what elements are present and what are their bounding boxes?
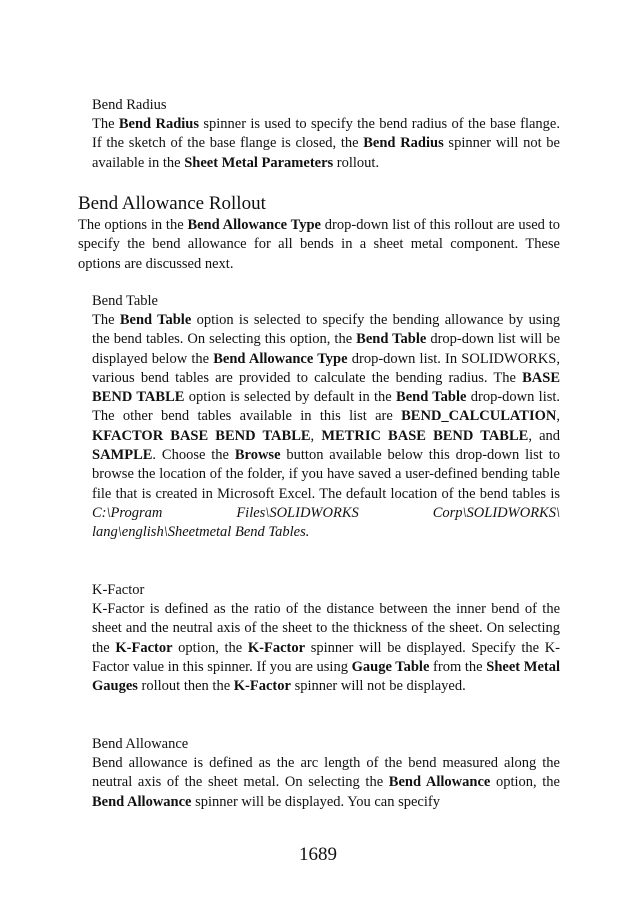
section-bend-allowance-rollout [78, 192, 560, 274]
heading-bend-allowance-rollout: Bend Allowance Rollout [78, 193, 266, 214]
section-bend-radius [92, 96, 560, 173]
section-k-factor [92, 581, 560, 696]
italic-path: C:\Program Files\SOLIDWORKS Corp\SOLIDWORKS\ lang\english\Sheetmetal Bend Tables. [92, 504, 560, 541]
bold-term: K-Factor [233, 678, 291, 695]
bold-term: Bend Radius [363, 135, 444, 152]
bold-term: Bend Allowance [388, 774, 491, 791]
bold-term: Bend Table [356, 331, 427, 348]
subheading-k-factor: K-Factor [92, 582, 145, 598]
page-number: 1689 [299, 844, 337, 865]
bold-term: Sheet Metal Gauges [92, 658, 560, 695]
section-bend-allowance [92, 735, 560, 812]
section-bend-table [92, 292, 560, 543]
bold-term: Gauge Table [351, 658, 430, 675]
bold-term: K-Factor [247, 639, 306, 656]
paragraph-k-factor: K-Factor is defined as the ratio of the distance between the inner bend of the sheet and the neutral axis of the sheet to the thickness of the sheet. On selecting the K-Factor option, the K-Factor spinner will be displayed. Specify the K-Factor value in this spinner. If you are using Gauge Table from the Sheet Metal Gauges rollout then the K-Factor spinner will not be displayed. [92, 601, 560, 695]
bold-term: Bend Allowance [92, 793, 192, 810]
bold-term: Sheet Metal Parameters [184, 154, 334, 171]
subheading-bend-table: Bend Table [92, 293, 158, 309]
bold-term: Bend Table [119, 312, 192, 328]
paragraph-bend-radius: The Bend Radius spinner is used to specify the bend radius of the base flange. If the sketch of the base flange is closed, the Bend Radius spinner will not be available in the Sheet Metal Parameters rollout. [92, 116, 560, 171]
paragraph-bend-allowance-rollout: The options in the Bend Allowance Type drop-down list of this rollout are used to specify the bend allowance for all bends in a sheet metal component. These options are discussed next. [78, 217, 560, 272]
bold-term: Bend Allowance Type [213, 350, 348, 367]
bold-term: SAMPLE [92, 447, 153, 464]
paragraph-bend-allowance: Bend allowance is defined as the arc length of the bend measured along the neutral axis of the sheet metal. On selecting the Bend Allowance option, the Bend Allowance spinner will be displayed. You can specify [92, 755, 560, 810]
subheading-bend-allowance: Bend Allowance [92, 736, 189, 752]
bold-term: BEND_CALCULATION [401, 408, 557, 425]
bold-term: Browse [234, 447, 281, 464]
subheading-bend-radius: Bend Radius [92, 97, 167, 113]
bold-term: Bend Radius [118, 116, 199, 132]
bold-term: K-Factor [115, 639, 173, 656]
bold-term: Bend Allowance Type [187, 217, 321, 233]
bold-term: KFACTOR BASE BEND TABLE [92, 427, 311, 444]
bold-term: METRIC BASE BEND TABLE [321, 427, 529, 444]
bold-term: Bend Table [396, 389, 467, 406]
paragraph-bend-table: The Bend Table option is selected to specify the bending allowance by using the bend tables. On selecting this option, the Bend Table drop-down list will be displayed below the Bend Allowance Type drop-down list. In SOLIDWORKS, various bend tables are provided to calculate the bending radius. The BASE BEND TABLE option is selected by default in the Bend Table drop-down list. The other bend tables available in this list are BEND_CALCULATION, KFACTOR BASE BEND TABLE, METRIC BASE BEND TABLE, and SAMPLE. Choose the Browse button available below this drop-down list to browse the location of the folder, if you have saved a user-defined bending table file that is created in Microsoft Excel. The default location of the bend tables is C:\Program Files\SOLIDWORKS Corp\SOLIDWORKS\ lang\english\Sheetmetal Bend Tables. [92, 312, 561, 541]
bold-term: BASE BEND TABLE [92, 369, 560, 406]
